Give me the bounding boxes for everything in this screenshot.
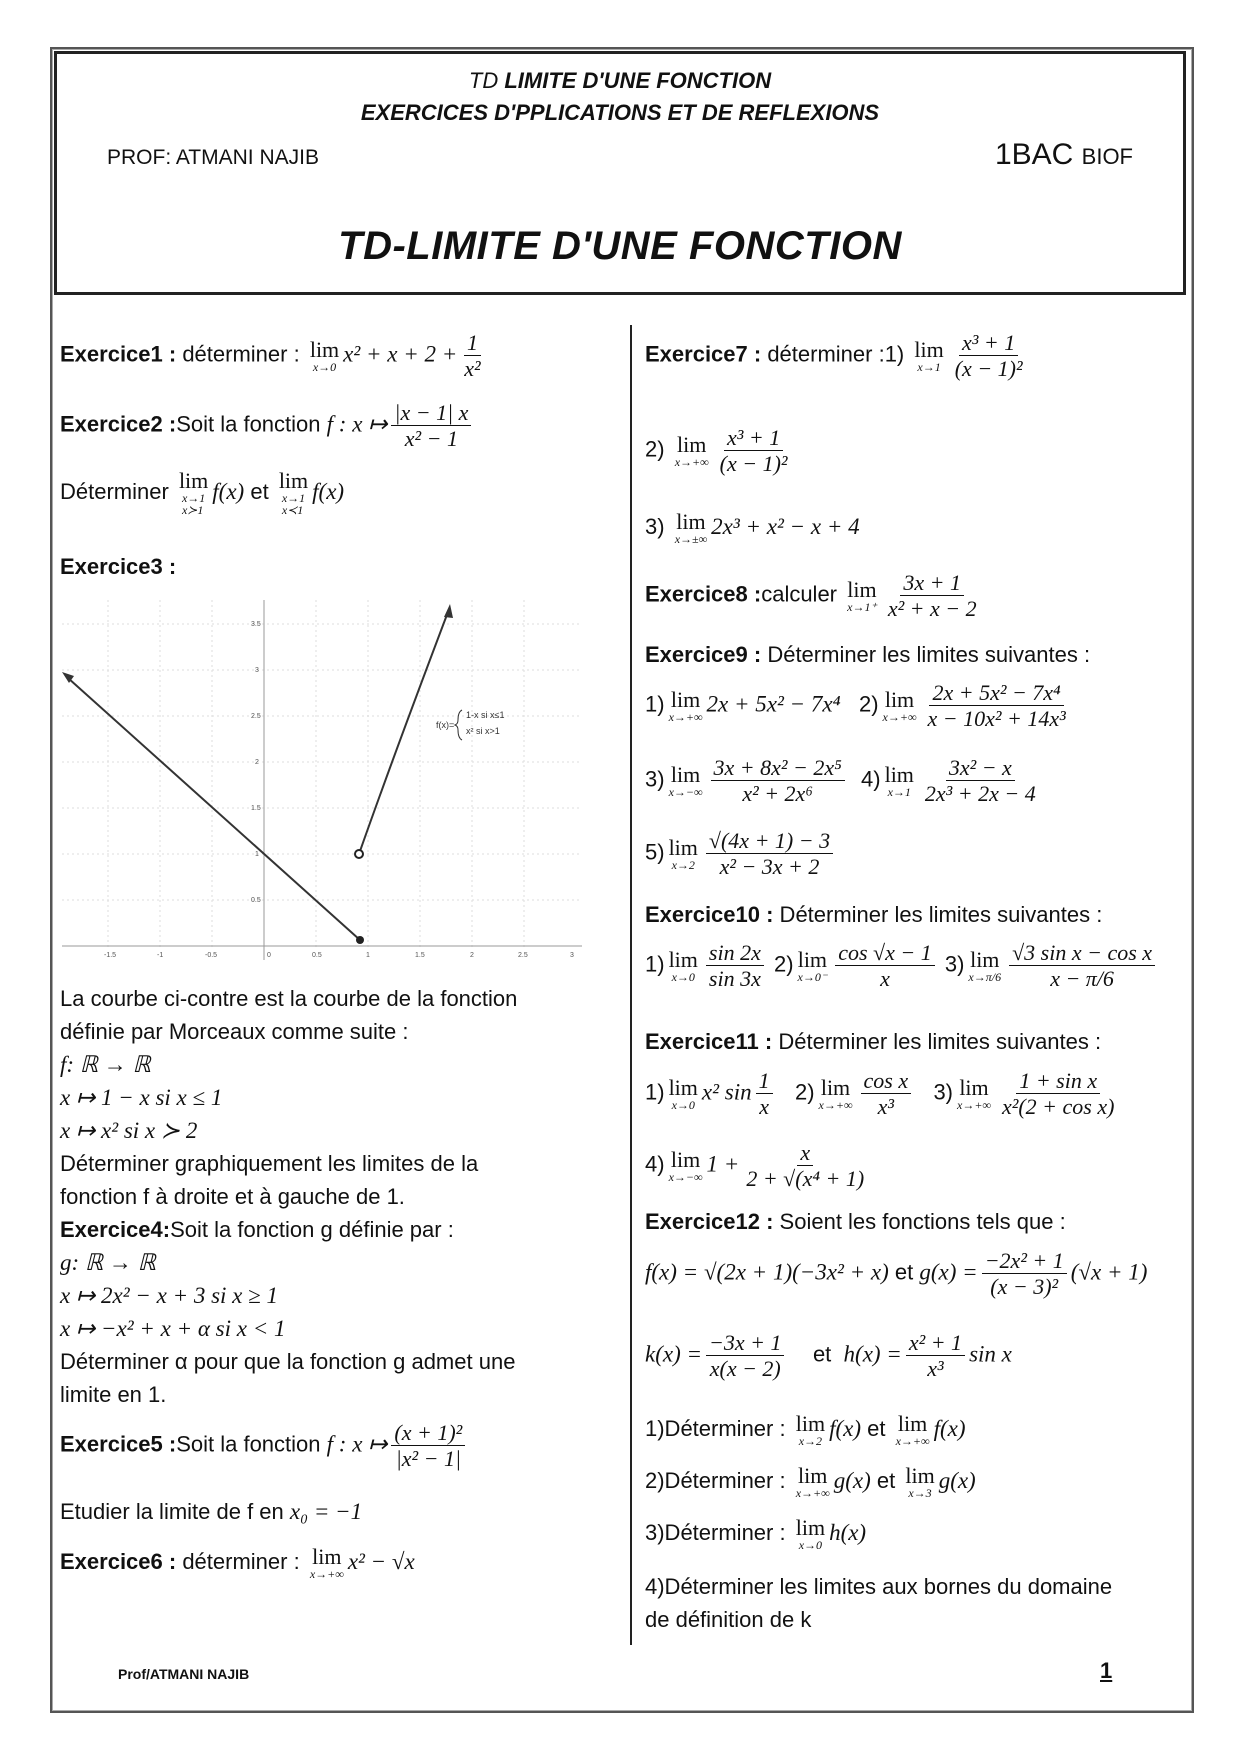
- exercise-9-row1: 1) lim x→+∞ 2x + 5x² − 7x⁴ 2) lim x→+∞ $\frac{\text{2x + 5x² − 7x⁴}}{\text{x − 10x² + 14x³}}$: [645, 680, 1066, 732]
- ex3-text: Déterminer graphiquement les limites de la: [60, 1151, 479, 1176]
- footer-author: Prof/ATMANI NAJIB: [118, 1666, 250, 1682]
- exercise-12: Exercice12 : Soient les fonctions tels que :: [645, 1209, 1066, 1234]
- exercise-1: Exercice1 : déterminer : lim x→0 x² + x + 2 + $\frac{1}{\text{x²}}$: [60, 330, 481, 382]
- exercise-12-q2: 2)Déterminer : lim x→+∞ g(x) et lim x→3 g(x): [645, 1463, 976, 1501]
- svg-text:1-x si x≤1: 1-x si x≤1: [466, 710, 505, 720]
- exercise-9-row3: 5) lim x→2 $\frac{√(4x + 1) - 3}{\text{x² − 3x + 2}}$: [645, 828, 837, 880]
- exercise-12-q4: de définition de k: [645, 1607, 812, 1632]
- ex3-text: La courbe ci-contre est la courbe de la fonction: [60, 986, 518, 1011]
- exercise-9-row2: 3) lim x→−∞ $\frac{\text{3x + 8x² − 2x⁵}}{\text{x² + 2x⁶}}$ 4) lim x→1 $\frac{\text{3x² − x}}{\text{2x³ + 2x − 4}}$: [645, 755, 1036, 807]
- exercise-10: Exercice10 : Déterminer les limites suivantes :: [645, 902, 1103, 927]
- exercise-4: Exercice4:Soit la fonction g définie par :: [60, 1217, 454, 1242]
- exercise-12-functions-1: f(x) = √(2x + 1)(−3x² + x) et g(x) = $\frac{\text{−2x² + 1}}{\text{(x − 3)²}}$ (√x + 1): [645, 1248, 1148, 1300]
- x-tick-label: -1.5: [104, 952, 117, 959]
- header-box: [54, 51, 1186, 295]
- x-tick-label: 1.5: [415, 952, 425, 959]
- ex3-text: fonction f à droite et à gauche de 1.: [60, 1184, 405, 1209]
- exercise-10-row: 1) lim x→0 $\frac{\sin 2x}{\sin 3x}$ 2) lim x→0⁻ $\frac{\cos √x - 1}{x}$ 3) lim x→π/6 $\frac{\text{√3 sin x − cos x}}{x - \pi/6}$: [645, 940, 1159, 992]
- exercise-12-q3: 3)Déterminer : lim x→0 h(x): [645, 1515, 867, 1553]
- ex3-text: f: ℝ → ℝ: [60, 1052, 151, 1077]
- graph-legend: [436, 710, 504, 740]
- exercise-7-3: 3) lim x→±∞ 2x³ + x² − x + 4: [645, 509, 860, 547]
- prof-name: PROF: ATMANI NAJIB: [107, 146, 319, 169]
- function-graph: [62, 600, 582, 970]
- exercise-6: Exercice6 : déterminer : lim x→+∞ x² − √x: [60, 1544, 415, 1582]
- exercise-7-2: 2) lim x→+∞ $\frac{\text{x³ + 1}}{\text{(x − 1)²}}$: [645, 425, 788, 477]
- y-tick-label: 3.5: [251, 621, 261, 628]
- y-tick-label: 1: [255, 851, 259, 858]
- exercise-3-title: Exercice3 :: [60, 554, 177, 579]
- y-tick-label: 2.5: [251, 713, 261, 720]
- math-lim: lim x→0: [309, 336, 340, 374]
- class-level: 1BAC BIOF: [994, 138, 1133, 171]
- exercise-11: Exercice11 : Déterminer les limites suivantes :: [645, 1029, 1102, 1054]
- exercise-12-q1: 1)Déterminer : lim x→2 f(x) et lim x→+∞ f(x): [645, 1411, 966, 1449]
- exercise-5: Exercice5 :Soit la fonction f : x ↦ $\frac{\text{(x + 1)²}}{\text{|x² − 1|}}$: [60, 1420, 469, 1472]
- ex4-text: g: ℝ → ℝ: [60, 1250, 156, 1275]
- exercise-2-question: Déterminer lim x→1 x≻1 f(x) et lim x→1 x≺1 f(x): [60, 468, 345, 517]
- page-number: 1: [1100, 1658, 1113, 1683]
- svg-text:f(x)=: f(x)=: [436, 720, 455, 730]
- svg-text:x² si x>1: x² si x>1: [466, 726, 500, 736]
- ex4-text: x ↦ 2x² − x + 3 si x ≥ 1: [60, 1283, 279, 1308]
- ex3-text: x ↦ 1 − x si x ≤ 1: [60, 1085, 223, 1110]
- exercise-7: Exercice7 : déterminer :1) lim x→1 $\frac{\text{x³ + 1}}{\text{(x − 1)²}}$: [645, 330, 1023, 382]
- x-tick-label: 2: [470, 952, 474, 959]
- ex4-text: x ↦ −x² + x + α si x < 1: [60, 1316, 286, 1341]
- x-tick-label: -0.5: [205, 952, 218, 959]
- ex4-text: Déterminer α pour que la fonction g admet une: [60, 1349, 516, 1374]
- x-tick-label: 0.5: [312, 952, 322, 959]
- ex4-text: limite en 1.: [60, 1382, 167, 1407]
- legend-brace-icon: [455, 710, 462, 740]
- header-line2: EXERCICES D'PPLICATIONS ET DE REFLEXIONS: [360, 100, 880, 125]
- column-divider: [630, 325, 632, 1645]
- exercise-2: Exercice2 :Soit la fonction f : x ↦ $\frac{|x - 1| x}{\text{x² − 1}}$: [60, 400, 475, 452]
- exercise-11-row1: 1) lim x→0 x² sin $\frac{1}{x}$ 2) lim x→+∞ $\frac{\text{cos x}}{\text{x³}}$ 3) lim x→+∞ $\frac{\text{1 + sin x}}{\text{x²(2 + cos x)}}$: [645, 1068, 1115, 1120]
- y-tick-label: 3: [255, 667, 259, 674]
- arrow-up-icon: [444, 604, 453, 618]
- page-title: TD-LIMITE D'UNE FONCTION: [338, 224, 902, 268]
- y-tick-label: 0.5: [251, 897, 261, 904]
- closed-point: [356, 936, 364, 944]
- exercise-11-row2: 4) lim x→−∞ 1 + $\frac{x}{\text{2 + √(x⁴ + 1)}}$: [645, 1140, 865, 1192]
- exercise-12-functions-2: k(x) = $\frac{-3x + 1}{x(x - 2)}$ et h(x) = $\frac{\text{x² + 1}}{\text{x³}}$ sin x: [645, 1330, 1012, 1382]
- ex3-text: x ↦ x² si x ≻ 2: [60, 1118, 198, 1143]
- exercise-12-q4: 4)Déterminer les limites aux bornes du domaine: [645, 1574, 1113, 1599]
- x-tick-label: -1: [157, 952, 164, 959]
- curve-segment-x-squared: [359, 612, 448, 854]
- exercise-5-question: Etudier la limite de f en x₀ = −1: [60, 1499, 363, 1524]
- open-point: [355, 850, 363, 858]
- exercise-9: Exercice9 : Déterminer les limites suivantes :: [645, 642, 1091, 667]
- y-tick-label: 2: [255, 759, 259, 766]
- x-tick-label: 0: [267, 952, 271, 959]
- ex3-text: définie par Morceaux comme suite :: [60, 1019, 409, 1044]
- header-line1: TD LIMITE D'UNE FONCTION: [468, 68, 772, 93]
- x-tick-label: 3: [570, 952, 574, 959]
- curve-segment-1-x: [68, 678, 360, 940]
- y-tick-label: 1.5: [251, 805, 261, 812]
- x-tick-label: 1: [366, 952, 370, 959]
- x-tick-label: 2.5: [518, 952, 528, 959]
- exercise-8: Exercice8 :calculer lim x→1⁺ $\frac{3x + 1}{\text{x² + x − 2}}$: [645, 570, 977, 622]
